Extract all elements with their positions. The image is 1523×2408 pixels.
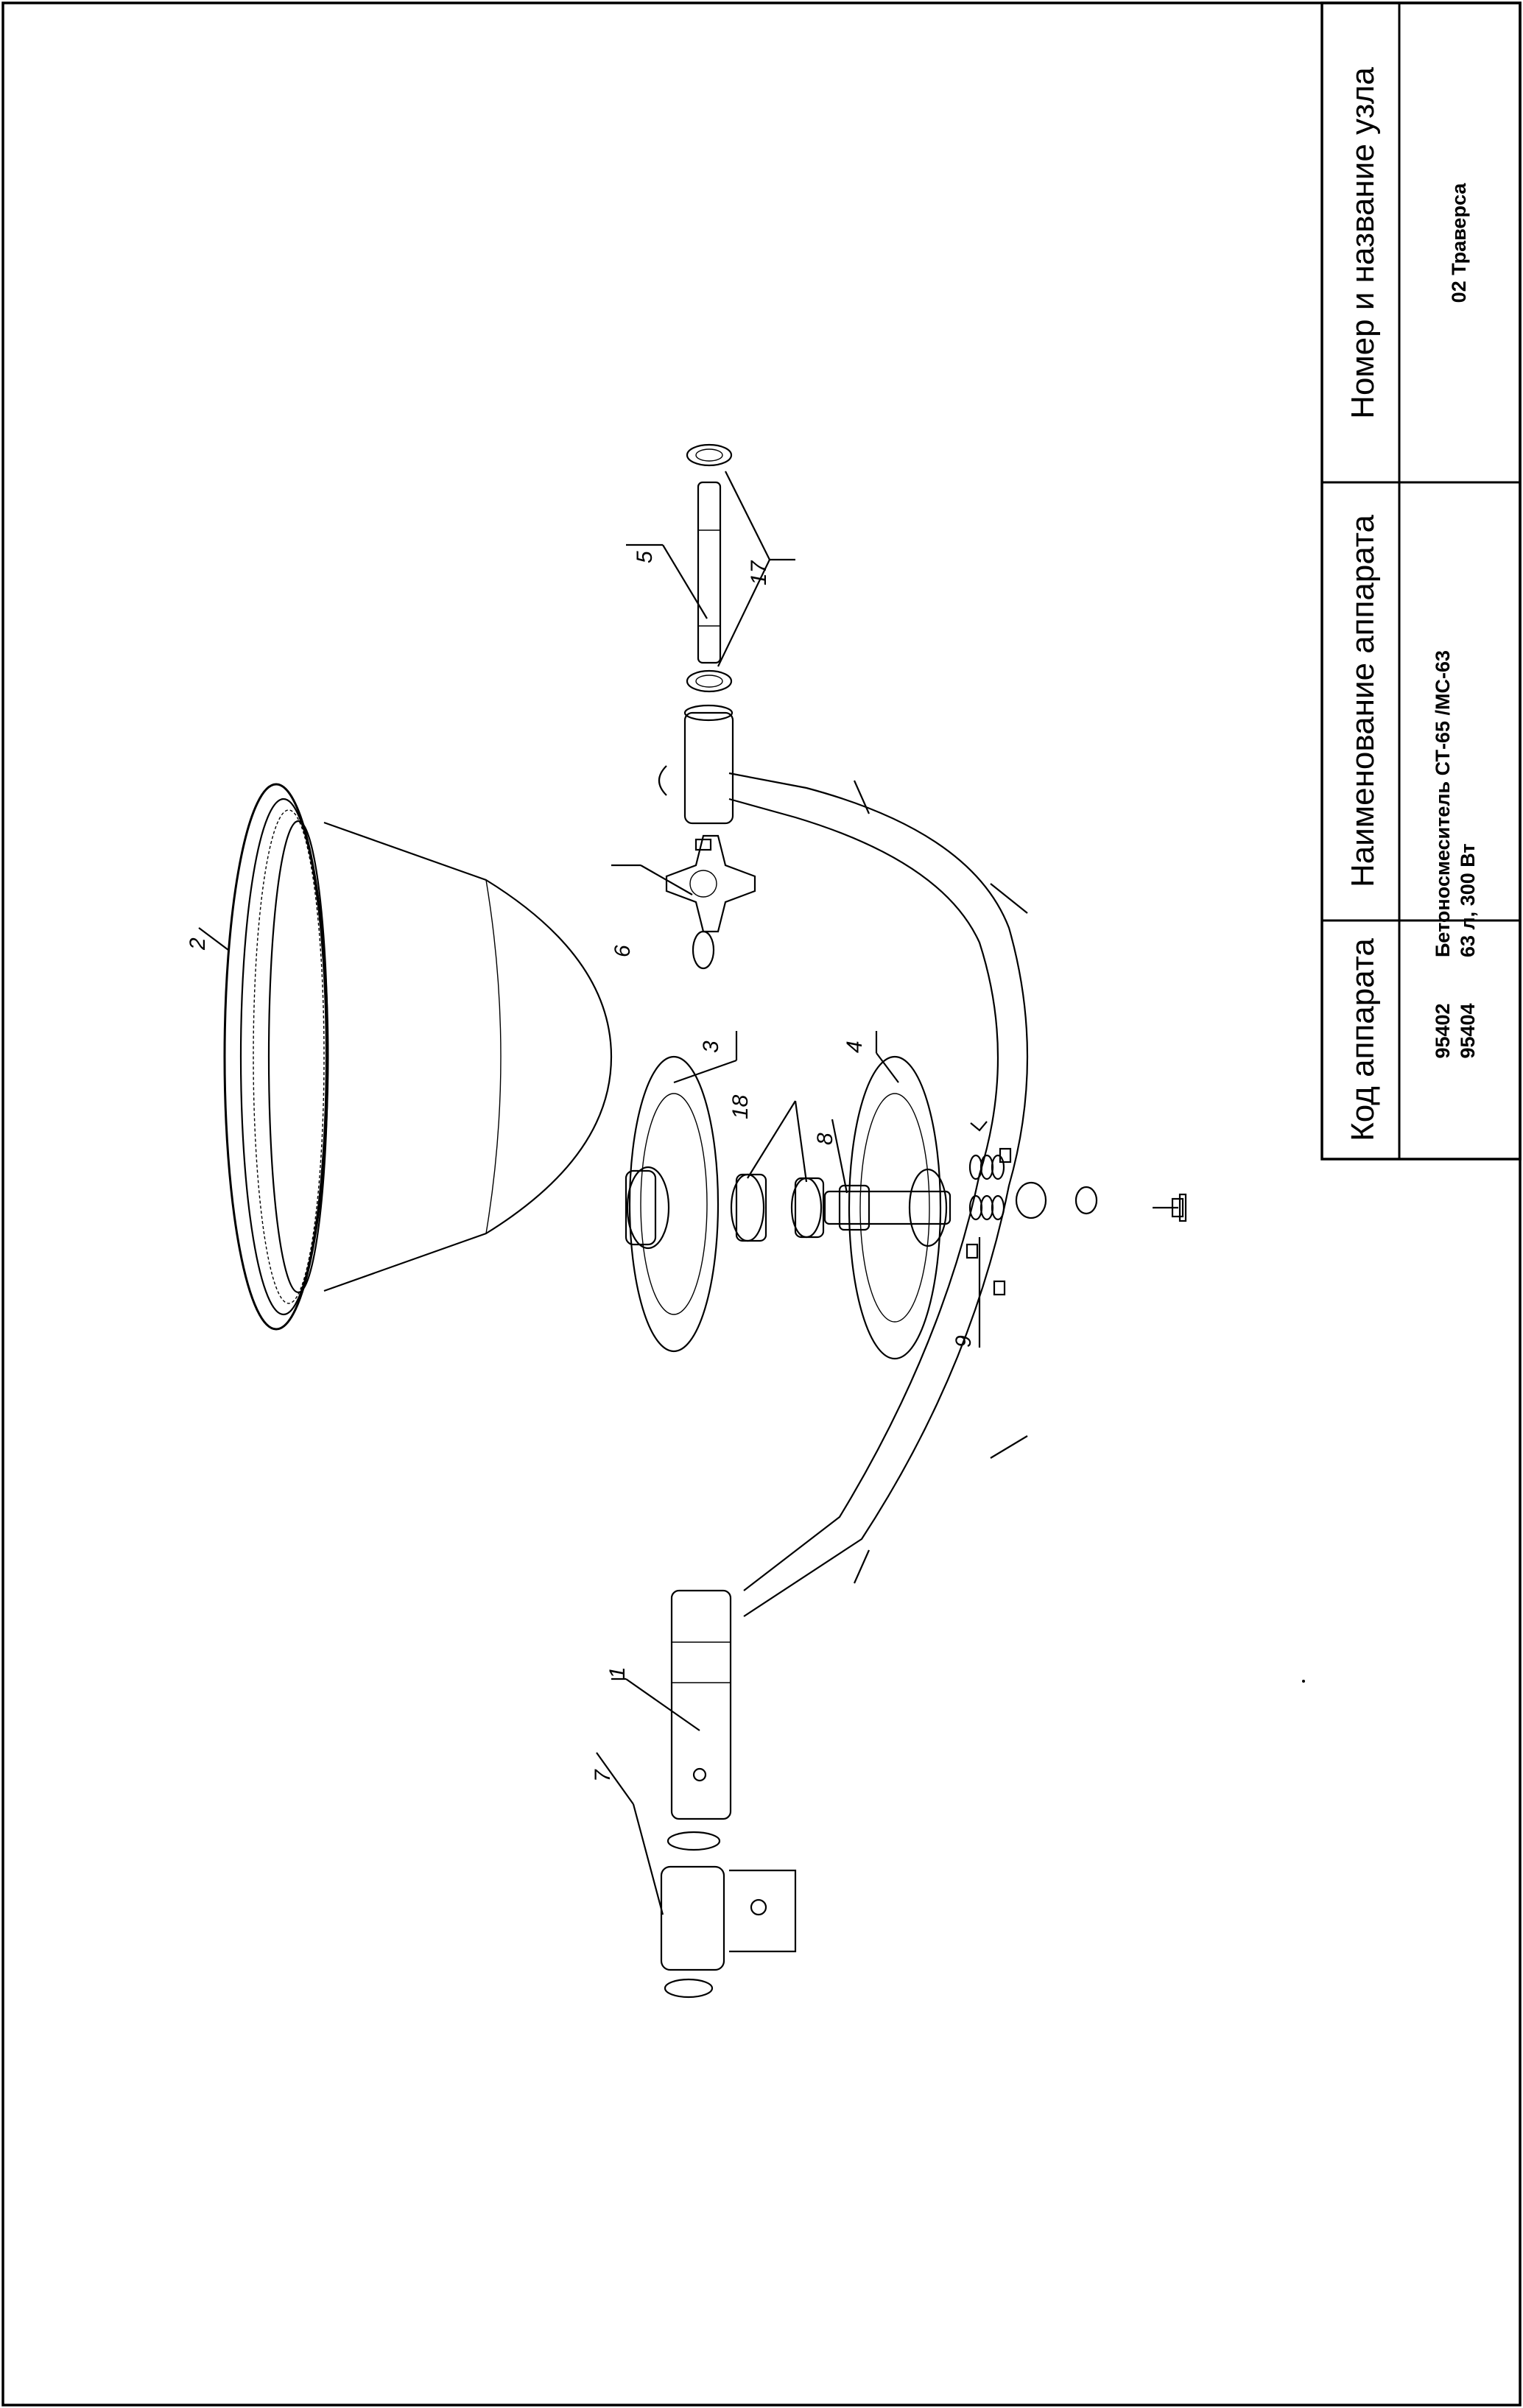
callout-8: 8: [813, 1133, 837, 1145]
product-code-line1: 95402: [1432, 1003, 1454, 1059]
product-name-line1: Бетоносмеситель СТ-65 /МС-63: [1432, 650, 1454, 957]
tube-right: [659, 705, 733, 823]
bearings-part-18: [731, 1175, 823, 1241]
callout-7: 7: [591, 1770, 615, 1782]
shaft-part-5: [698, 482, 720, 663]
callout-2: 2: [186, 937, 210, 950]
unit-value: 02 Траверса: [1448, 183, 1470, 303]
drum-part-2: [225, 784, 611, 1329]
stray-dot: [1302, 1680, 1305, 1683]
tube-part-1: [672, 1591, 731, 1819]
assembly-drawing: [186, 445, 1305, 1997]
flange-part-3: [626, 1057, 718, 1351]
callout-3: 3: [699, 1041, 723, 1053]
callout-6: 6: [611, 945, 635, 957]
sheet-frame: [3, 3, 1520, 2405]
callout-9: 9: [952, 1335, 976, 1348]
header-code: Код аппарата: [1345, 938, 1381, 1141]
traverse-frame: [729, 773, 1097, 1616]
leader-lines: [199, 471, 979, 1915]
bolt-part: [1153, 1194, 1186, 1221]
product-code-line2: 95404: [1457, 1003, 1479, 1059]
callout-18: 18: [728, 1094, 753, 1119]
callout-5: 5: [633, 551, 657, 563]
callout-labels: [186, 551, 976, 1782]
shaft-part-8: [825, 1186, 950, 1230]
callout-4: 4: [843, 1041, 867, 1053]
clamp-part-7: [661, 1832, 795, 1997]
flange-part-4: [849, 1057, 946, 1359]
header-unit: Номер и название узла: [1345, 67, 1381, 419]
callout-17: 17: [747, 560, 771, 585]
callout-1: 1: [605, 1666, 630, 1679]
product-name-line2: 63 л, 300 Вт: [1457, 843, 1479, 957]
title-block: [1322, 3, 1520, 1159]
gear-part-6: [666, 836, 755, 968]
header-name: Наименование аппарата: [1345, 515, 1381, 887]
